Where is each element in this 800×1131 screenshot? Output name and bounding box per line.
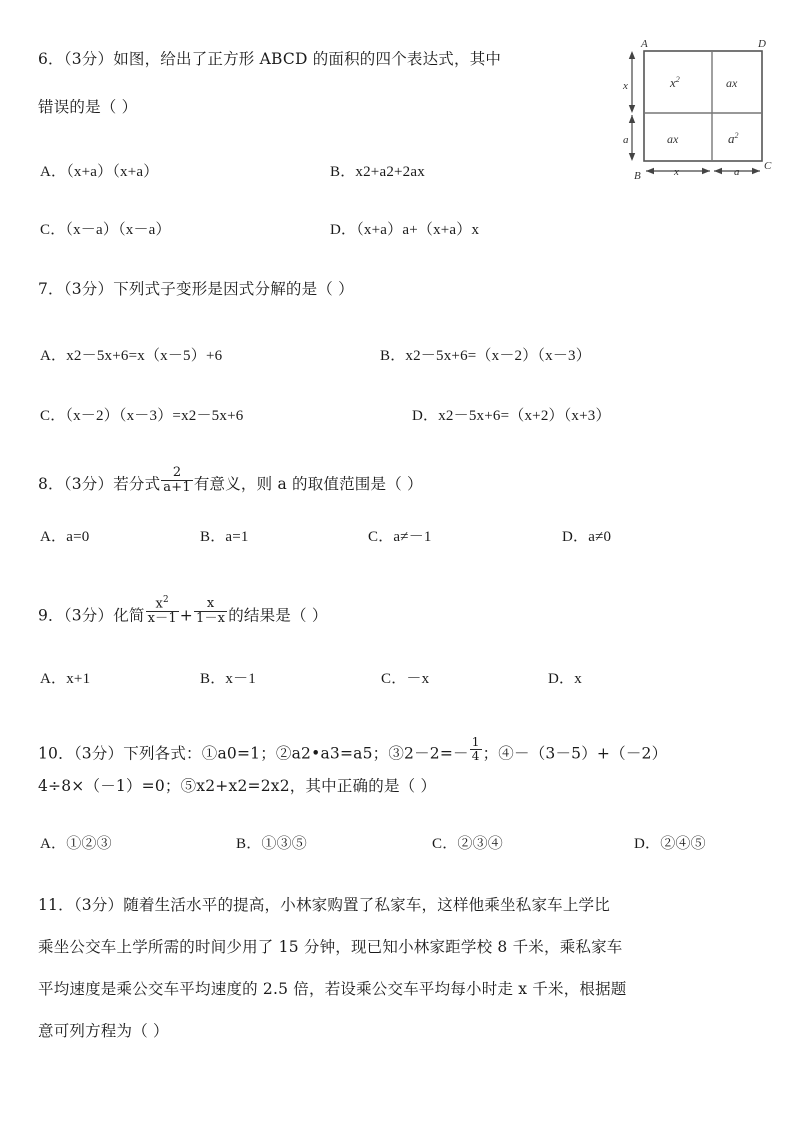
vertex-label-c: C bbox=[764, 160, 772, 172]
option-label: D． bbox=[330, 222, 357, 238]
question-11-stem-line4 bbox=[38, 1024, 169, 1040]
question-11-stem-line2 bbox=[38, 940, 623, 956]
fraction-x-squared-over-x-minus-1 bbox=[146, 596, 179, 626]
question-6-option-c[interactable] bbox=[40, 218, 171, 239]
question-10-stem-line2 bbox=[38, 779, 436, 795]
question-10-option-a[interactable] bbox=[40, 832, 112, 853]
option-text: x+1 bbox=[66, 671, 91, 687]
question-9-stem-before: 化简 bbox=[113, 606, 145, 625]
option-label: A． bbox=[40, 836, 67, 852]
option-label: C． bbox=[40, 222, 66, 238]
option-label: A． bbox=[40, 671, 67, 687]
figure-bottom-right-label: a bbox=[734, 166, 740, 178]
fraction-2-over-a-plus-1 bbox=[161, 466, 193, 494]
cell-label-bottom-right: $a^2$ bbox=[728, 131, 739, 146]
option-label: D． bbox=[634, 836, 661, 852]
question-7-option-c[interactable] bbox=[40, 404, 243, 425]
option-text: （x+a）a+（x+a）x bbox=[356, 222, 480, 238]
question-6-number: 6． bbox=[38, 50, 64, 68]
option-text: x2－5x+6=（x+2）（x+3） bbox=[438, 408, 611, 424]
option-label: B． bbox=[200, 529, 226, 545]
option-text: x bbox=[574, 671, 582, 687]
question-6-stem-text1: 如图，给出了正方形 ABCD 的面积的四个表达式，其中 bbox=[113, 50, 502, 68]
option-label: A． bbox=[40, 529, 67, 545]
question-8-number: 8． bbox=[38, 475, 64, 494]
question-6-stem-text2: 错误的是（ ） bbox=[38, 98, 138, 116]
question-11-stem-text4: 意可列方程为（ ） bbox=[38, 1022, 169, 1040]
vertex-label-b: B bbox=[634, 170, 641, 181]
fraction-x-over-1-minus-x bbox=[194, 597, 227, 625]
fraction-numerator: x bbox=[194, 597, 227, 612]
fraction-denominator: 1－x bbox=[195, 611, 226, 627]
option-label: D． bbox=[562, 529, 589, 545]
option-label: B． bbox=[200, 671, 226, 687]
fraction-numerator: 1 bbox=[471, 735, 480, 750]
option-text: a=0 bbox=[66, 529, 90, 545]
option-label: C． bbox=[40, 408, 66, 424]
question-10-number: 10． bbox=[38, 744, 74, 763]
question-6-option-b[interactable] bbox=[330, 160, 425, 181]
question-11-stem-text2: 乘坐公交车上学所需的时间少用了 15 分钟，现已知小林家距学校 8 千米，乘私家车 bbox=[38, 938, 623, 956]
option-text: a≠0 bbox=[588, 529, 612, 545]
question-9-score: （3分） bbox=[63, 606, 114, 625]
fraction-numerator-exponent: 2 bbox=[163, 595, 169, 606]
question-11-stem-text1: 随着生活水平的提高，小林家购置了私家车，这样他乘坐私家车上学比 bbox=[123, 896, 610, 914]
option-label: C． bbox=[432, 836, 458, 852]
question-7-option-a[interactable] bbox=[40, 344, 222, 365]
question-10-option-d[interactable] bbox=[634, 832, 706, 853]
question-6-score: （3分） bbox=[63, 50, 114, 68]
option-text: ①②③ bbox=[66, 836, 112, 852]
figure-left-lower-label: a bbox=[623, 134, 629, 146]
question-8-score: （3分） bbox=[63, 475, 114, 494]
question-9-number: 9． bbox=[38, 606, 64, 625]
question-6-option-d[interactable] bbox=[330, 218, 479, 239]
question-11-score: （3分） bbox=[73, 896, 124, 914]
question-11-stem-text3: 平均速度是乘公交车平均速度的 2.5 倍，若设乘公交车平均每小时走 x 千米，根据题 bbox=[38, 980, 627, 998]
question-8-option-b[interactable] bbox=[200, 525, 249, 546]
option-text: ②④⑤ bbox=[660, 836, 706, 852]
question-7-option-d[interactable] bbox=[412, 404, 611, 425]
option-label: D． bbox=[548, 671, 575, 687]
option-text: x2－5x+6=x（x－5）+6 bbox=[66, 348, 223, 364]
question-8-stem bbox=[38, 465, 423, 498]
cell-label-top-right: ax bbox=[726, 76, 738, 90]
fraction-1-over-4 bbox=[470, 736, 482, 762]
question-9-stem bbox=[38, 595, 328, 630]
option-text: ②③④ bbox=[457, 836, 504, 852]
option-label: C． bbox=[368, 529, 394, 545]
question-11-number: 11． bbox=[38, 896, 74, 914]
question-7-stem-text1: 下列式子变形是因式分解的是（ ） bbox=[113, 280, 354, 298]
question-10-option-b[interactable] bbox=[236, 832, 307, 853]
vertex-label-d: D bbox=[758, 38, 766, 50]
fraction-numerator-base: x bbox=[155, 596, 164, 612]
option-text: a=1 bbox=[225, 529, 249, 545]
option-label: B． bbox=[330, 164, 356, 180]
question-8-option-a[interactable] bbox=[40, 525, 89, 546]
question-6-stem-line1 bbox=[38, 52, 501, 68]
cell-label-top-left: $x^2$ bbox=[670, 75, 680, 90]
question-9-stem-after: 的结果是（ ） bbox=[228, 606, 328, 625]
option-text: ①③⑤ bbox=[261, 836, 308, 852]
question-7-number: 7． bbox=[38, 280, 64, 298]
option-text: （x+a）（x+a） bbox=[66, 164, 159, 180]
square-abcd-area-diagram bbox=[612, 33, 784, 181]
fraction-denominator: x－1 bbox=[147, 611, 177, 627]
question-8-stem-after: 有意义，则 a 的取值范围是（ ） bbox=[193, 475, 423, 494]
question-9-option-b[interactable] bbox=[200, 667, 256, 688]
option-label: B． bbox=[380, 348, 406, 364]
fraction-numerator: 2 bbox=[161, 466, 193, 481]
option-label: A． bbox=[40, 348, 67, 364]
option-text: x2－5x+6=（x－2）（x－3） bbox=[405, 348, 591, 364]
question-8-option-c[interactable] bbox=[368, 525, 432, 546]
question-8-stem-before: 若分式 bbox=[113, 475, 161, 494]
cell-label-bottom-left: ax bbox=[667, 132, 679, 146]
question-9-option-d[interactable] bbox=[548, 667, 582, 688]
option-label: C． bbox=[381, 671, 407, 687]
question-10-stem-line1 bbox=[38, 735, 668, 766]
vertex-label-a: A bbox=[641, 38, 648, 50]
option-text: a≠－1 bbox=[393, 529, 432, 545]
question-11-stem-line3 bbox=[38, 982, 627, 998]
question-9-option-c[interactable] bbox=[381, 667, 429, 688]
question-10-score: （3分） bbox=[73, 744, 124, 763]
option-text: x－1 bbox=[225, 671, 257, 687]
fraction-denominator: 4 bbox=[471, 749, 480, 763]
question-11-stem-line1 bbox=[38, 898, 610, 914]
question-8-option-d[interactable] bbox=[562, 525, 611, 546]
question-9-option-a[interactable] bbox=[40, 667, 90, 688]
option-label: A． bbox=[40, 164, 67, 180]
option-label: D． bbox=[412, 408, 439, 424]
fraction-numerator bbox=[146, 596, 179, 612]
option-label: B． bbox=[236, 836, 262, 852]
question-7-stem-line1 bbox=[38, 282, 354, 298]
question-9-plus-operator: + bbox=[179, 606, 193, 625]
question-6-stem-line2 bbox=[38, 100, 137, 116]
figure-left-upper-label: x bbox=[623, 80, 628, 92]
question-7-score: （3分） bbox=[63, 280, 114, 298]
option-text: x2+a2+2ax bbox=[355, 164, 425, 180]
option-text: （x－2）（x－3）=x2－5x+6 bbox=[65, 408, 244, 424]
question-10-stem-part1: 下列各式：①a0=1；②a2•a3=a5；③2－2=－ bbox=[123, 744, 469, 763]
question-6-option-a[interactable] bbox=[40, 160, 158, 181]
question-7-option-b[interactable] bbox=[380, 344, 591, 365]
fraction-denominator: a+1 bbox=[163, 479, 191, 495]
question-10-option-c[interactable] bbox=[432, 832, 503, 853]
question-10-stem-part2: ；④－（3－5）+（－2） bbox=[482, 744, 668, 763]
option-text: －x bbox=[406, 671, 430, 687]
figure-bottom-left-label: x bbox=[674, 166, 679, 178]
question-10-stem-line2-text: 4÷8×（－1）=0；⑤x2+x2=2x2，其中正确的是（ ） bbox=[38, 777, 437, 795]
option-text: （x－a）（x－a） bbox=[65, 222, 171, 238]
